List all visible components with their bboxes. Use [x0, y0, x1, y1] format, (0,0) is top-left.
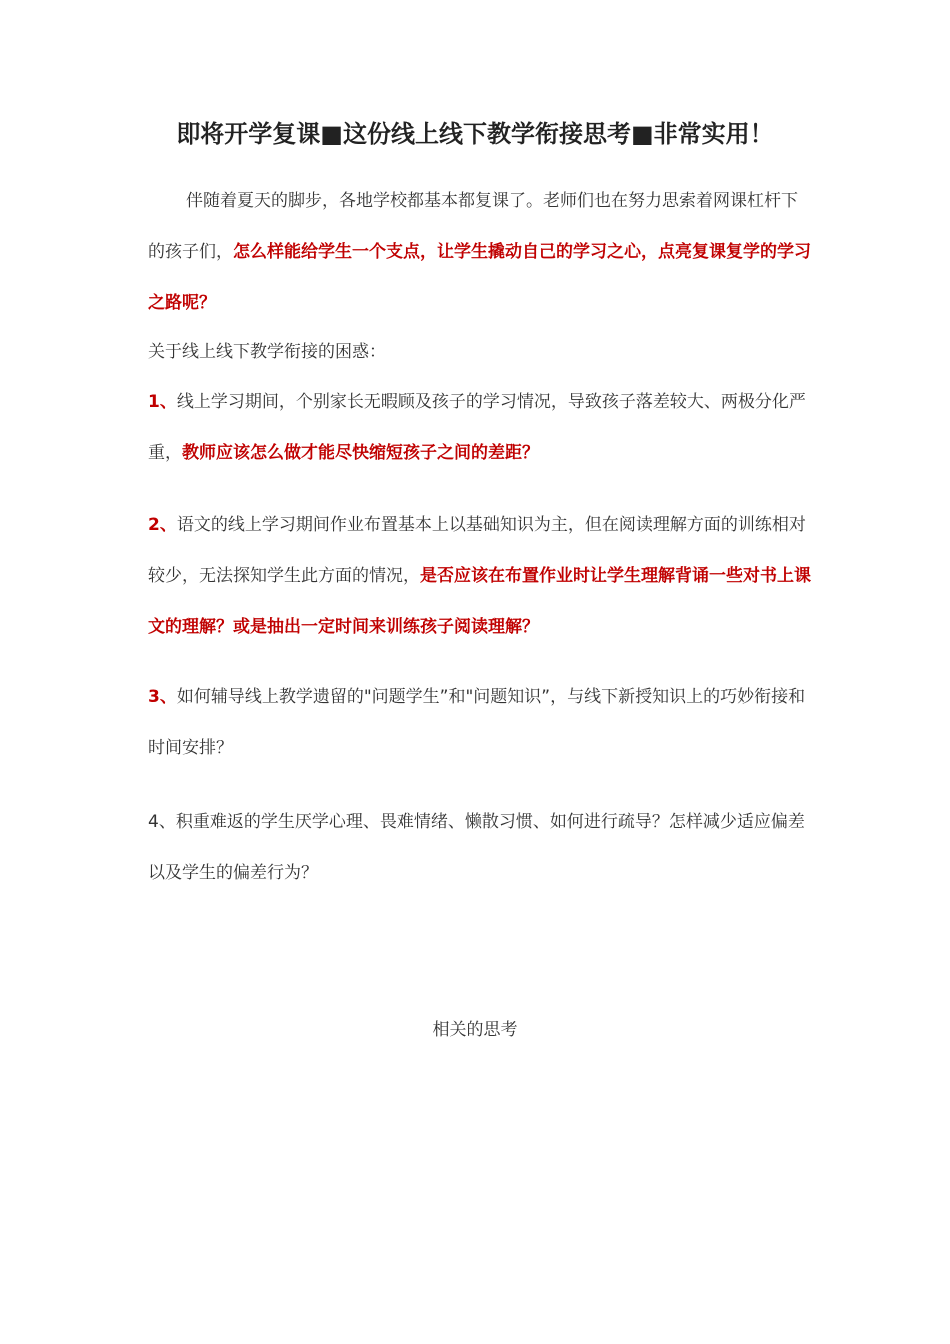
intro-plain-text: 伴随着夏天的脚步，各地学校都基本都复课了。老师们也在努力思索着网课杠杆下的孩子们，	[148, 191, 798, 262]
list-item-number: 1、	[148, 392, 177, 412]
related-thoughts-heading: 相关的思考	[432, 1020, 518, 1040]
list-item-highlight-text: 教师应该怎么做才能尽快缩短孩子之间的差距？	[182, 443, 539, 463]
list-item-plain-text: 积重难返的学生厌学心理、畏难情绪、懒散习惯、如何进行疏导？怎样减少适应偏差以及学生的偏差行为？	[148, 812, 805, 883]
list-item-plain-text: 语文的线上学习期间作业布置基本上以基础知识为主，但在阅读理解方面的训练相对较少，无法探知学生此方面的情况，	[148, 515, 806, 586]
list-item-number: 4、	[148, 812, 176, 832]
intro-highlight-text: 怎么样能给学生一个支点，让学生撬动自己的学习之心，点亮复课复学的学习之路呢？	[148, 242, 811, 313]
list-item-3	[148, 672, 812, 774]
list-item-highlight-text: 是否应该在布置作业时让学生理解背诵一些对书上课文的理解？或是抽出一定时间来训练孩子阅读理解？	[148, 566, 811, 637]
list-item-number: 3、	[148, 687, 177, 707]
list-item-plain-text: 如何辅导线上教学遗留的"问题学生”和"问题知识”，与线下新授知识上的巧妙衔接和时间安排？	[148, 687, 806, 758]
list-item-plain-text: 线上学习期间，个别家长无暇顾及孩子的学习情况，导致孩子落差较大、两极分化严重，	[148, 392, 806, 463]
list-item-2	[148, 500, 812, 653]
intro-paragraph	[148, 176, 812, 329]
list-item-1	[148, 377, 812, 479]
section-heading: 关于线上线下教学衔接的困惑：	[148, 342, 386, 362]
list-item-number: 2、	[148, 515, 177, 535]
list-item-4	[148, 797, 812, 899]
document-title: 即将开学复课■这份线上线下教学衔接思考■非常实用！	[176, 120, 774, 148]
